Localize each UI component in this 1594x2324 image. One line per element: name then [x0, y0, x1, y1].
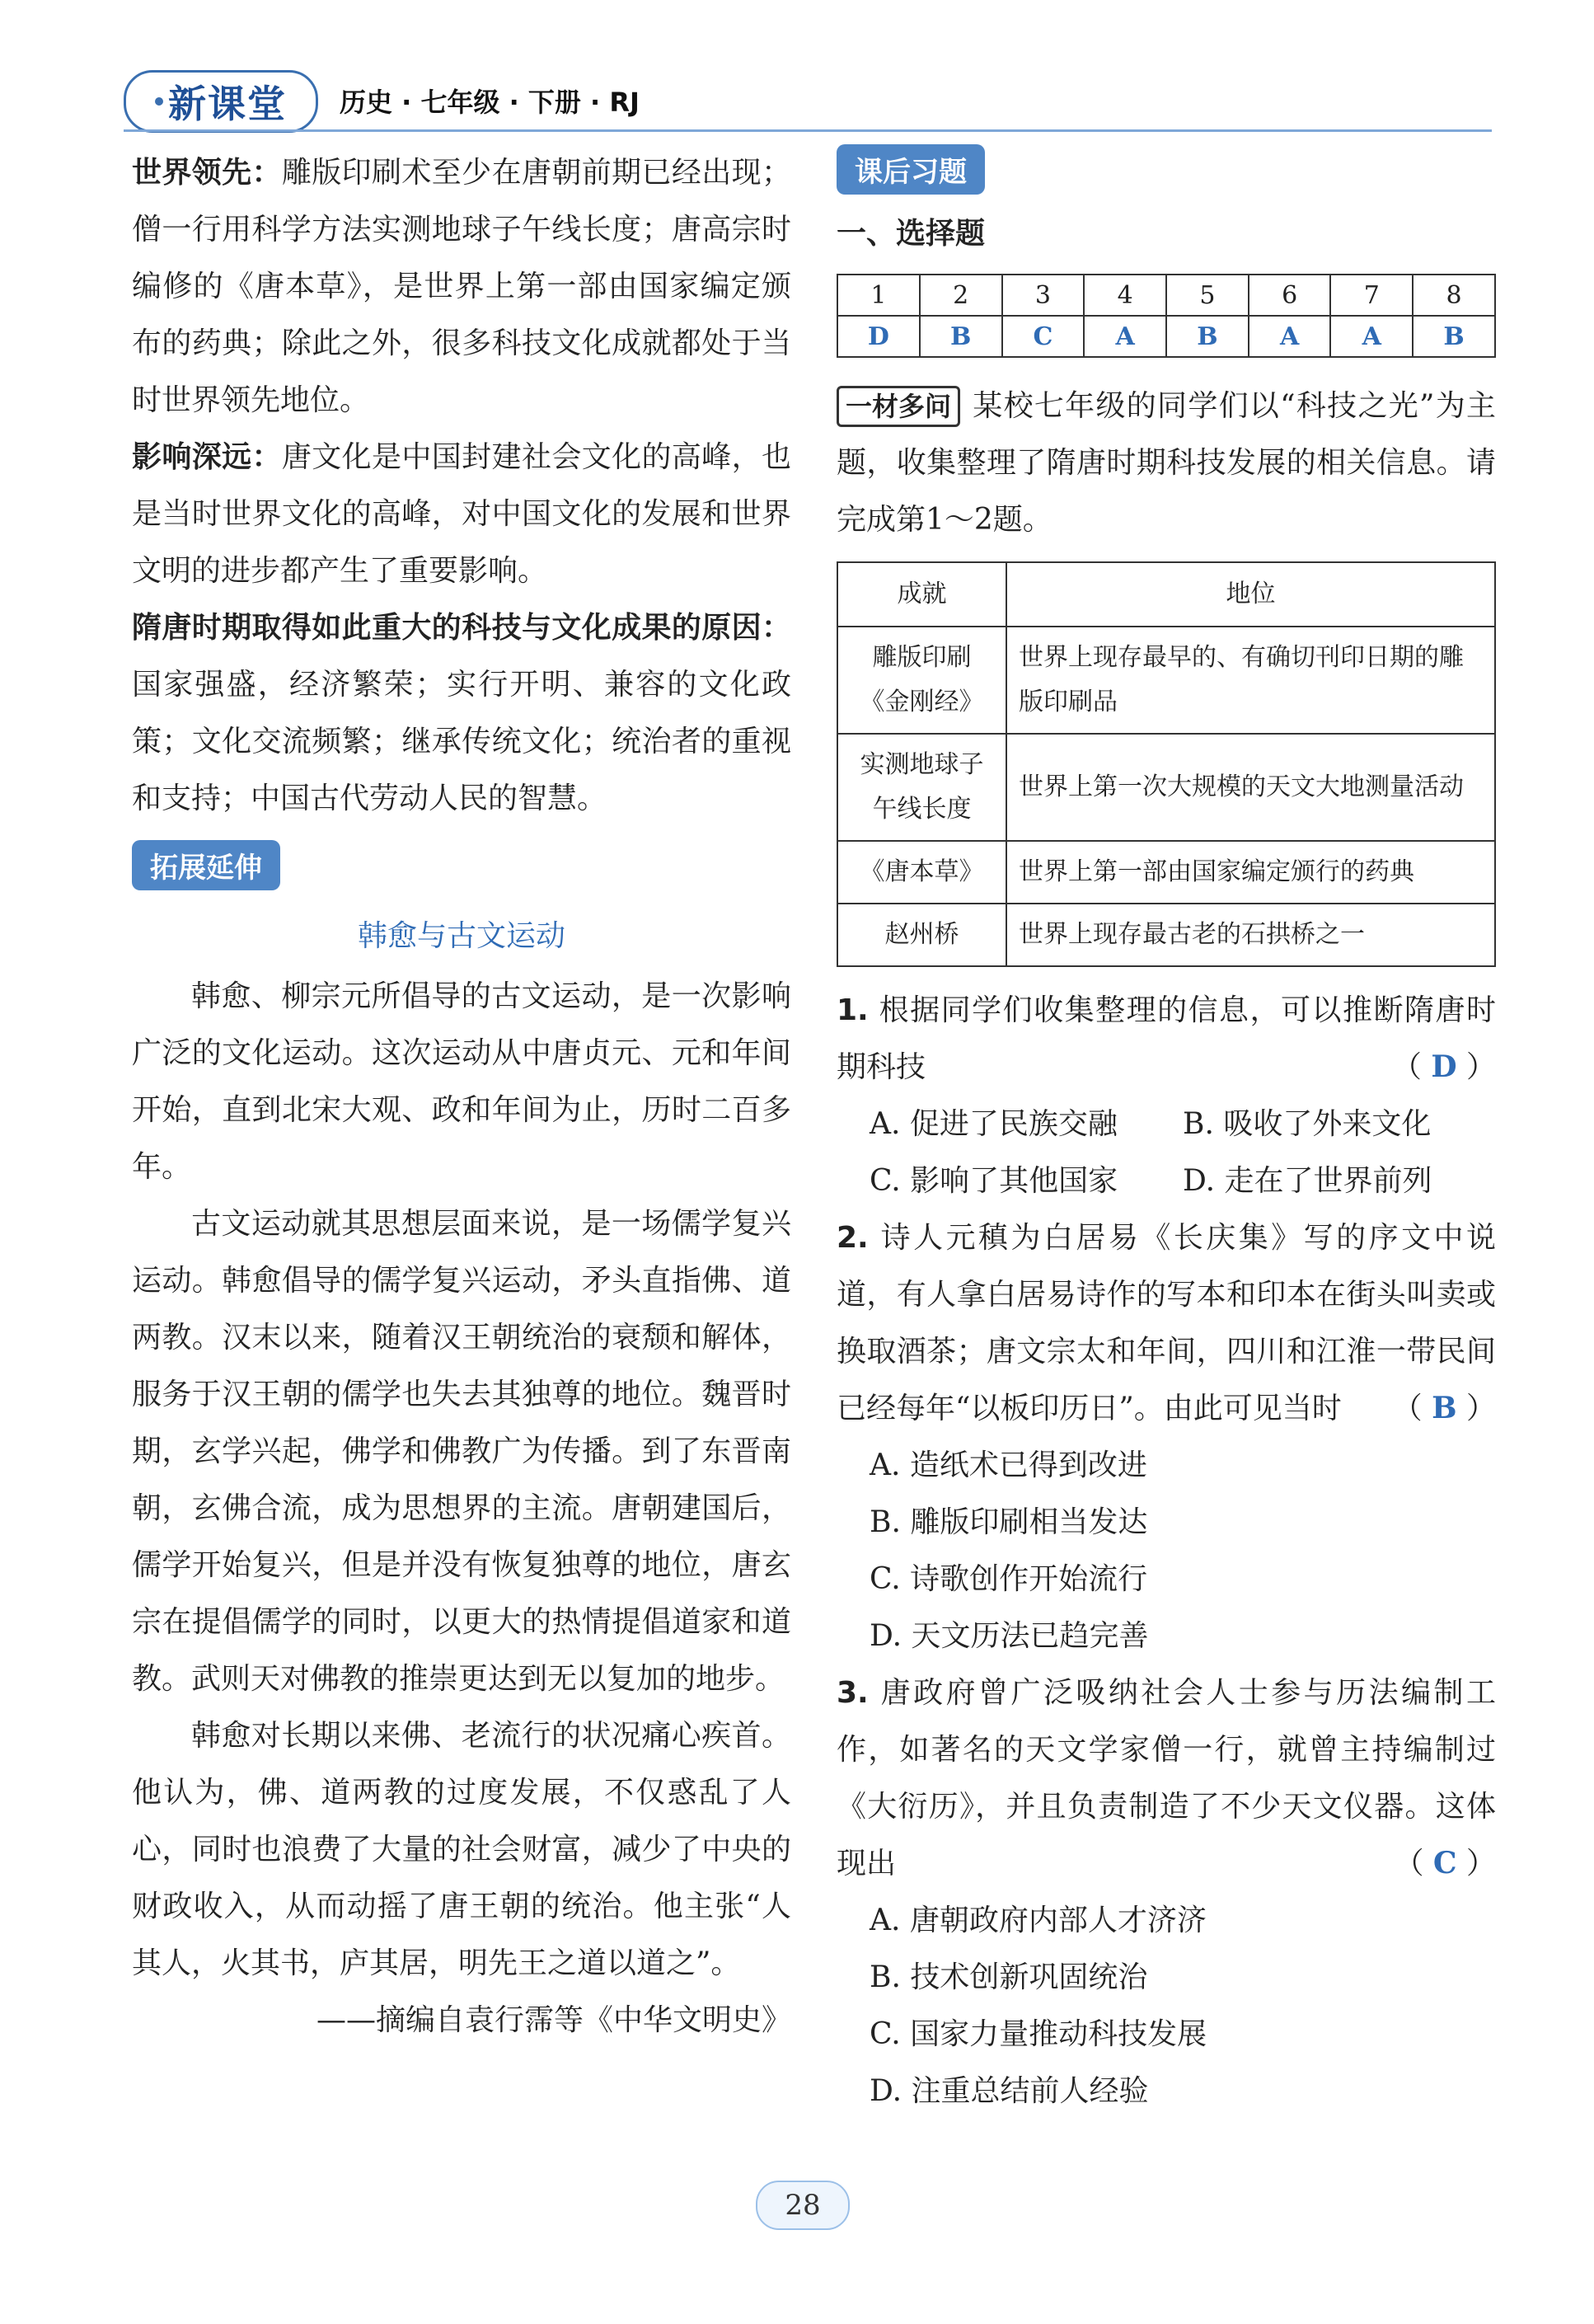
right-column — [837, 144, 1496, 2120]
table-row: 雕版印刷《金刚经》 世界上现存最早的、有确切刊印日期的雕版印刷品 — [837, 627, 1495, 734]
answer-letter-row: D B C A B A A B — [837, 316, 1495, 357]
page-number: 28 — [756, 2181, 850, 2230]
article-source: ——摘编自袁行霈等《中华文明史》 — [316, 2003, 791, 2037]
logo-text: 新课堂 — [168, 82, 287, 126]
answer-key-table — [837, 274, 1496, 358]
material-intro: 一材多问 某校七年级的同学们以“科技之光”为主题，收集整理了隋唐时期科技发展的相关信息。请完成第1～2题。 — [837, 378, 1496, 548]
option: A. 造纸术已得到改进 — [870, 1448, 1147, 1482]
book-subtitle: 历史 · 七年级 · 下册 · RJ — [340, 87, 640, 118]
table-row: 实测地球子午线长度 世界上第一次大规模的天文大地测量活动 — [837, 734, 1495, 841]
table-row: 《唐本草》 世界上第一部由国家编定颁行的药典 — [837, 841, 1495, 904]
question-1: 1. 根据同学们收集整理的信息，可以推断隋唐时期科技 （ D ） — [837, 982, 1496, 1096]
achievement-table — [837, 561, 1496, 967]
question-2: 2. 诗人元稹为白居易《长庆集》写的序文中说道，有人拿白居易诗作的写本和印本在街头叫卖或换取酒茶；唐文宗太和年间，四川和江淮一带民间已经每年“以板印历日”。由此可见当时 （ B ） — [837, 1209, 1496, 1437]
option: D. 天文历法已趋完善 — [870, 1619, 1149, 1653]
option: A. 促进了民族交融 — [870, 1107, 1118, 1141]
page-header — [124, 70, 1492, 136]
section-tag-extension: 拓展延伸 — [132, 840, 280, 890]
answer-bracket: （ C ） — [1394, 1846, 1496, 1880]
option: B. 吸收了外来文化 — [1183, 1107, 1432, 1141]
logo — [124, 70, 318, 133]
article-paragraph: 韩愈、柳宗元所倡导的古文运动，是一次影响广泛的文化运动。这次运动从中唐贞元、元和年间开始，直到北宋大观、政和年间为止，历时二百多年。 — [132, 979, 791, 1184]
answer-bracket: （ B ） — [1392, 1391, 1496, 1425]
paragraph-reasons: 隋唐时期取得如此重大的科技与文化成果的原因：国家强盛，经济繁荣；实行开明、兼容的文化政策；文化交流频繁；继承传统文化；统治者的重视和支持；中国古代劳动人民的智慧。 — [132, 611, 791, 815]
question-3: 3. 唐政府曾广泛吸纳社会人士参与历法编制工作，如著名的天文学家僧一行，就曾主持编制过《大衍历》，并且负责制造了不少天文仪器。这体现出 （ C ） — [837, 1664, 1496, 1892]
section-tag-exercises: 课后习题 — [837, 144, 985, 195]
option: D. 注重总结前人经验 — [870, 2074, 1149, 2108]
header-divider — [124, 129, 1492, 132]
table-row: 赵州桥 世界上现存最古老的石拱桥之一 — [837, 904, 1495, 966]
question-stem: 诗人元稹为白居易《长庆集》写的序文中说道，有人拿白居易诗作的写本和印本在街头叫卖或换取酒茶；唐文宗太和年间，四川和江淮一带民间已经每年“以板印历日”。由此可见当时 — [837, 1221, 1496, 1425]
logo-dot-icon — [155, 97, 163, 106]
exercise-heading: 一、选择题 — [837, 217, 986, 251]
paragraph-influence: 影响深远：唐文化是中国封建社会文化的高峰，也是当时世界文化的高峰，对中国文化的发展和世界文明的进步都产生了重要影响。 — [132, 440, 791, 588]
options-row — [837, 1153, 1496, 1209]
option: B. 技术创新巩固统治 — [870, 1960, 1148, 1994]
option: A. 唐朝政府内部人才济济 — [870, 1904, 1207, 1937]
answer-number-row: 1 2 3 4 5 6 7 8 — [837, 275, 1495, 316]
table-header-row: 成就 地位 — [837, 562, 1495, 627]
answer-bracket: （ D ） — [1391, 1049, 1496, 1084]
option: C. 国家力量推动科技发展 — [870, 2017, 1207, 2051]
article-paragraph: 韩愈对长期以来佛、老流行的状况痛心疾首。他认为，佛、道两教的过度发展，不仅惑乱了人心，同时也浪费了大量的社会财富，减少了中央的财政收入，从而动摇了唐王朝的统治。他主张“人其人，火其书，庐其居，明先王之道以道之”。 — [132, 1719, 791, 1980]
article-paragraph: 古文运动就其思想层面来说，是一场儒学复兴运动。韩愈倡导的儒学复兴运动，矛头直指佛、道两教。汉末以来，随着汉王朝统治的衰颓和解体，服务于汉王朝的儒学也失去其独尊的地位。魏晋时期，玄学兴起，佛学和佛教广为传播。到了东晋南朝，玄佛合流，成为思想界的主流。唐朝建国后，儒学开始复兴，但是并没有恢复独尊的地位，唐玄宗在提倡儒学的同时，以更大的热情提倡道家和道教。武则天对佛教的推崇更达到无以复加的地步。 — [132, 1207, 791, 1696]
option: C. 影响了其他国家 — [870, 1164, 1118, 1198]
article-title: 韩愈与古文运动 — [357, 919, 565, 953]
option: C. 诗歌创作开始流行 — [870, 1562, 1148, 1596]
question-stem: 根据同学们收集整理的信息，可以推断隋唐时期科技 — [837, 993, 1496, 1084]
options-row — [837, 1096, 1496, 1153]
paragraph-world-leading: 世界领先：雕版印刷术至少在唐朝前期已经出现；僧一行用科学方法实测地球子午线长度；唐高宗时编修的《唐本草》，是世界上第一部由国家编定颁布的药典；除此之外，很多科技文化成就都处于当时世界领先地位。 — [132, 156, 791, 417]
option: B. 雕版印刷相当发达 — [870, 1505, 1148, 1539]
left-column — [132, 144, 791, 2049]
option: D. 走在了世界前列 — [1183, 1164, 1432, 1198]
material-tag: 一材多问 — [837, 386, 960, 427]
question-stem: 唐政府曾广泛吸纳社会人士参与历法编制工作，如著名的天文学家僧一行，就曾主持编制过《大衍历》，并且负责制造了不少天文仪器。这体现出 — [837, 1676, 1496, 1880]
